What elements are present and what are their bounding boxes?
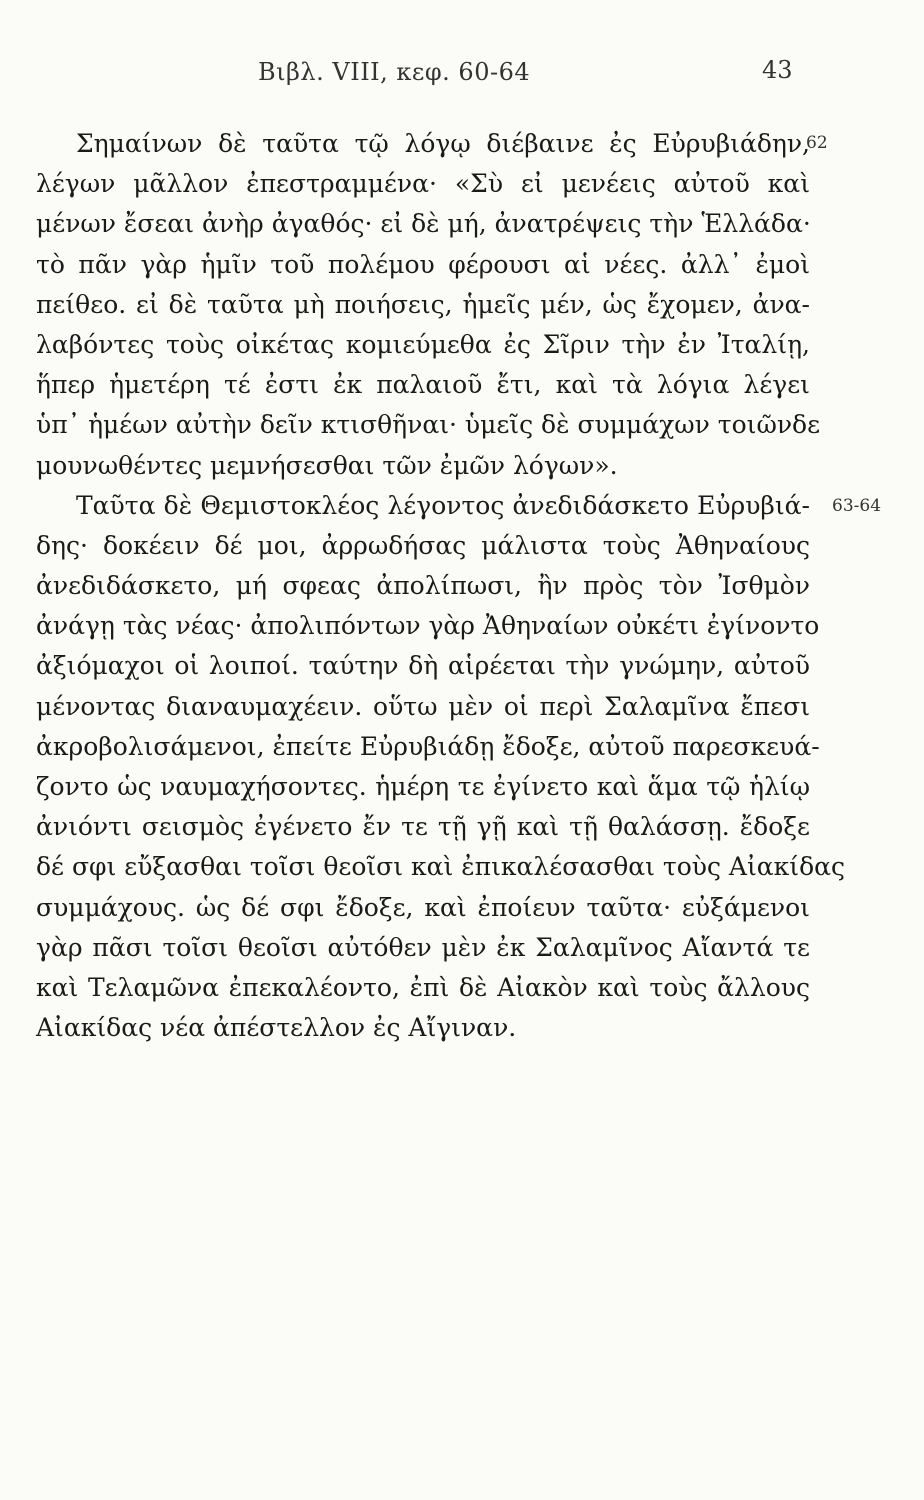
text-line: λαβόντες τοὺς οἰκέτας κομιεύμεθα ἐς Σῖριν τὴν ἐν Ἰταλίῃ, [36, 329, 810, 359]
text-line: μένοντας διαναυμαχέειν. οὕτω μὲν οἱ περὶ Σαλαμῖνα ἔπεσι [36, 691, 810, 721]
text-line: ἀξιόμαχοι οἱ λοιποί. ταύτην δὴ αἱρέεται τὴν γνώμην, αὐτοῦ [36, 651, 810, 681]
text-line: ἀνεδιδάσκετο, μή σφεας ἀπολίπωσι, ἢν πρὸς τὸν Ἰσθμὸν [36, 571, 810, 601]
text-line: συμμάχους. ὡς δέ σφι ἔδοξε, καὶ ἐποίευν ταῦτα· εὐξάμενοι [36, 892, 810, 922]
running-head: Βιβλ. VIII, κεφ. 60-64 [258, 58, 531, 86]
text-line: Ταῦτα δὲ Θεμιστοκλέος λέγοντος ἀνεδιδάσκετο Εὐρυβιά- [76, 490, 810, 520]
text-line: Αἰακίδας νέα ἀπέστελλον ἐς Αἴγιναν. [36, 1013, 517, 1043]
text-line: μουνωθέντες μεμνήσεσθαι τῶν ἐμῶν λόγων». [36, 450, 618, 480]
text-line: πείθεο. εἰ δὲ ταῦτα μὴ ποιήσεις, ἡμεῖς μέν, ὡς ἔχομεν, ἀνα- [36, 289, 810, 319]
text-line: καὶ Τελαμῶνα ἐπεκαλέοντο, ἐπὶ δὲ Αἰακὸν καὶ τοὺς ἄλλους [36, 972, 810, 1002]
paragraph [36, 486, 846, 1049]
text-line: Σημαίνων δὲ ταῦτα τῷ λόγῳ διέβαινε ἐς Εὐρυβιάδην, [76, 129, 810, 158]
margin-note-chapter-63-64: 63-64 [832, 496, 882, 516]
text-line: δης· δοκέειν δέ μοι, ἀρρωδήσας μάλιστα τοὺς Ἀθηναίους [36, 530, 810, 560]
text-line: ἥπερ ἡμετέρη τέ ἐστι ἐκ παλαιοῦ ἔτι, καὶ τὰ λόγια λέγει [36, 370, 810, 400]
margin-note-chapter-62: 62 [806, 133, 828, 153]
text-line: τὸ πᾶν γὰρ ἡμῖν τοῦ πολέμου φέρουσι αἱ νέες. ἀλλ᾽ ἐμοὶ [36, 249, 810, 279]
text-line: ἀνιόντι σεισμὸς ἐγένετο ἔν τε τῇ γῇ καὶ τῇ θαλάσσῃ. ἔδοξε [36, 812, 810, 842]
text-line: γὰρ πᾶσι τοῖσι θεοῖσι αὐτόθεν μὲν ἐκ Σαλαμῖνος Αἴαντά τε [36, 932, 810, 962]
text-line: ἀνάγῃ τὰς νέας· ἀπολιπόντων γὰρ Ἀθηναίων οὐκέτι ἐγίνοντο [36, 611, 820, 641]
text-line: ὑπ᾽ ἡμέων αὐτὴν δεῖν κτισθῆναι· ὑμεῖς δὲ συμμάχων τοιῶνδε [36, 410, 821, 440]
text-line: ζοντο ὡς ναυμαχήσοντες. ἡμέρη τε ἐγίνετο καὶ ἅμα τῷ ἡλίῳ [36, 772, 810, 801]
text-line: μένων ἔσεαι ἀνὴρ ἀγαθός· εἰ δὲ μή, ἀνατρέψεις τὴν Ἑλλάδα· [36, 209, 811, 239]
text-line: ἀκροβολισάμενοι, ἐπείτε Εὐρυβιάδῃ ἔδοξε, αὐτοῦ παρεσκευά- [36, 731, 820, 761]
text-line: δέ σφι εὔξασθαι τοῖσι θεοῖσι καὶ ἐπικαλέσασθαι τοὺς Αἰακίδας [36, 852, 846, 882]
page-number: 43 [762, 56, 793, 84]
text-line: λέγων μᾶλλον ἐπεστραμμένα· «Σὺ εἰ μενέεις αὐτοῦ καὶ [36, 169, 810, 199]
